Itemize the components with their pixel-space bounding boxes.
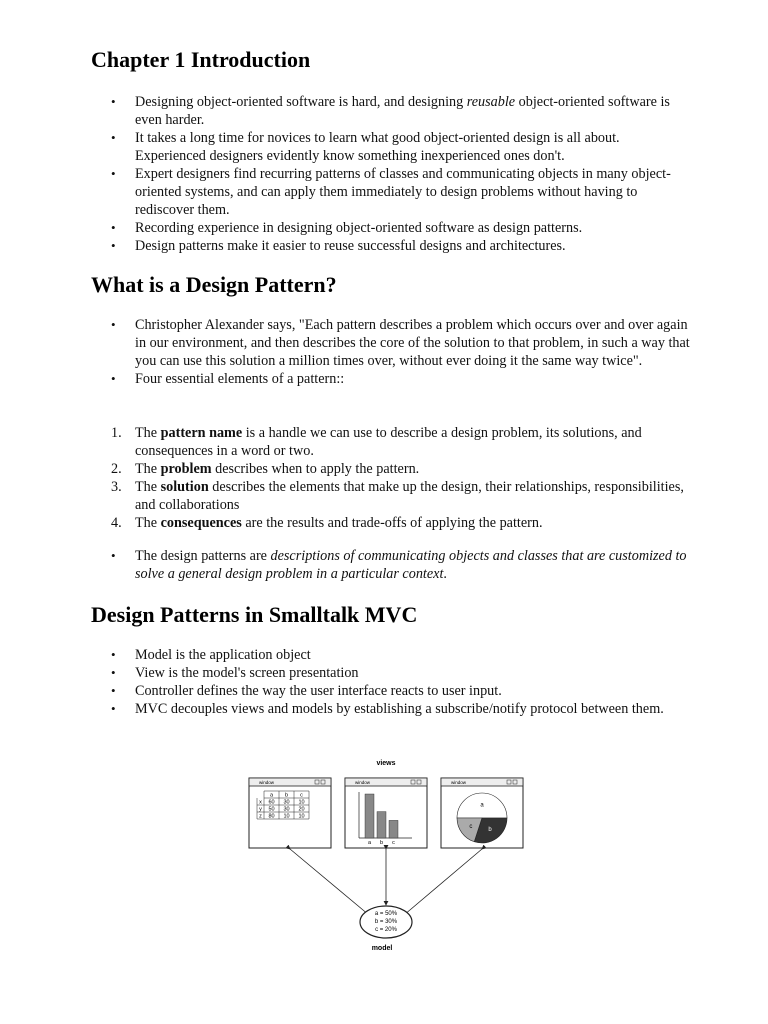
table-cell: 50 <box>268 806 275 813</box>
numbered-item: 4. The consequences are the results and trade-offs of applying the pattern. <box>111 515 543 531</box>
bullet-item: • It takes a long time for novices to learn what good object-oriented design is all about. Experienced designers evidently know something inexperienced ones don't. <box>91 129 691 165</box>
list-pattern-definition <box>91 316 691 388</box>
table-cell: 80 <box>268 813 275 820</box>
window-title-3: window <box>451 780 467 785</box>
table-cell: 10 <box>283 813 290 820</box>
bullet-item: • Design patterns make it easier to reuse successful designs and architectures. <box>91 237 691 255</box>
window-title-2: window <box>355 780 371 785</box>
model-value-c: c = 20% <box>375 927 397 933</box>
mvc-figure <box>244 752 530 958</box>
table-cell: 10 <box>298 799 305 806</box>
heading-introduction: Chapter 1 Introduction <box>91 47 311 72</box>
table-cell: 60 <box>268 799 275 806</box>
bar-view-window <box>345 778 427 848</box>
pie-chart <box>457 793 507 843</box>
table-cell: 30 <box>283 806 290 813</box>
views-label: views <box>376 760 396 767</box>
pie-label: c <box>469 824 473 831</box>
list-pattern-summary <box>91 547 691 583</box>
bar-b <box>377 812 386 838</box>
window-title-1: window <box>259 780 275 785</box>
heading-smalltalk-mvc: Design Patterns in Smalltalk MVC <box>91 602 418 627</box>
model-label: model <box>371 945 393 952</box>
list-introduction <box>91 93 691 255</box>
arrow-pie-model <box>404 849 482 915</box>
model-value-a: a = 50% <box>374 911 398 917</box>
bullet-item: • MVC decouples views and models by establishing a subscribe/notify protocol between them. <box>91 700 691 718</box>
bullet-item: • Recording experience in designing object-oriented software as design patterns. <box>91 219 691 237</box>
table-row-label: z <box>259 813 262 820</box>
table-view-window <box>249 778 331 848</box>
table-cell: 10 <box>298 813 305 820</box>
heading-what-is-pattern: What is a Design Pattern? <box>91 272 337 297</box>
table-header-cell: b <box>284 792 289 799</box>
list-essential-elements <box>91 424 691 532</box>
bullet-item: • The design patterns are descriptions of communicating objects and classes that are customized to solve a general design problem in a particular context. <box>91 547 691 583</box>
table-cell: 20 <box>298 806 305 813</box>
bar-a <box>365 794 374 838</box>
bullet-item: • Designing object-oriented software is hard, and designing reusable object-oriented software is even harder. <box>91 93 691 129</box>
bullet-item: • Expert designers find recurring patterns of classes and communicating objects in many object-oriented systems, and can apply them immediately to design problems without having to rediscover them. <box>91 165 691 219</box>
model-value-b: b = 30% <box>374 919 398 925</box>
table-cell: 30 <box>283 799 290 806</box>
table-header-cell: c <box>300 792 303 799</box>
bullet-item: • View is the model's screen presentation <box>91 664 691 682</box>
pie-label: b <box>488 827 492 834</box>
pie-label: a <box>480 802 484 809</box>
bullet-item: • Four essential elements of a pattern:: <box>91 370 691 388</box>
bullet-item: • Model is the application object <box>91 646 691 664</box>
table-header-cell: a <box>269 792 274 799</box>
table-row-label: y <box>259 806 262 813</box>
bullet-item: • Christopher Alexander says, "Each pattern describes a problem which occurs over and over again in our environment, and then describes the core of the solution to that problem, in such a way that you can use this solution a million times over, without ever doing it the same way twice". <box>91 316 691 370</box>
pie-view-window <box>441 778 523 848</box>
bullet-item: • Controller defines the way the user interface reacts to user input. <box>91 682 691 700</box>
bar-c <box>389 820 398 838</box>
arrow-table-model <box>290 849 369 915</box>
table-row-label: x <box>259 799 262 806</box>
list-mvc <box>91 646 691 718</box>
numbered-item: 1. The pattern name is a handle we can use to describe a design problem, its solutions, and consequences in a word or two. <box>111 425 642 459</box>
bar-label: a <box>367 840 372 846</box>
numbered-item: 2. The problem describes when to apply the pattern. <box>111 461 420 477</box>
bar-label: b <box>379 840 384 846</box>
numbered-item: 3. The solution describes the elements that make up the design, their relationships, responsibilities, and collaborations <box>111 479 684 513</box>
bar-label: c <box>392 840 395 846</box>
